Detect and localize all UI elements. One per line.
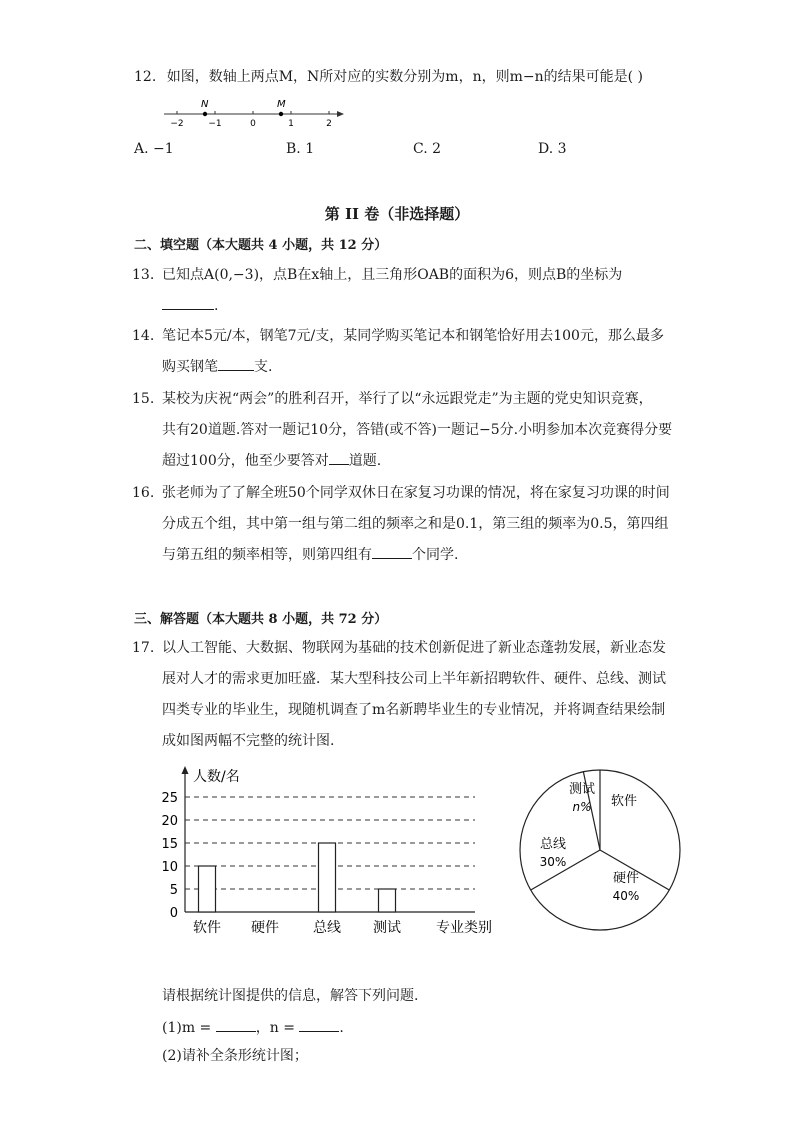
number-line	[160, 96, 350, 130]
numberline-tick-label: 1	[288, 119, 294, 129]
q15-line2: 共有20道题.答对一题记10分，答错(或不答)一题记−5分.小明参加本次竞赛得分要	[162, 422, 673, 438]
q15	[134, 384, 674, 477]
q16	[134, 478, 674, 571]
numberline-tick-label: 2	[326, 119, 332, 129]
x-tick-label: 硬件	[251, 920, 279, 936]
q13-blank[interactable]	[162, 293, 214, 310]
q13	[134, 260, 674, 322]
pie-slice-value: 30%	[539, 855, 567, 869]
section-fill-heading: 二、填空题（本大题共 4 小题，共 12 分）	[134, 238, 388, 253]
q16-blank[interactable]	[372, 542, 412, 559]
numberline-tick-label: 0	[250, 119, 256, 129]
pie-slice-label: 测试	[568, 782, 596, 797]
q17-blank-n[interactable]	[299, 1015, 339, 1032]
q12-option-c: C. 2	[413, 141, 442, 157]
pie-slice-label: 软件	[610, 794, 638, 809]
y-tick-label: 25	[161, 791, 178, 806]
q15-number: 15.	[132, 391, 155, 407]
q17-blank-m[interactable]	[216, 1015, 256, 1032]
q12-number: 12.	[134, 69, 157, 85]
q17-sub1: (1)m = ，n = .	[162, 1015, 344, 1037]
numberline-tick-label: −2	[170, 119, 184, 129]
q16-number: 16.	[132, 485, 155, 501]
q12-stem	[134, 66, 643, 86]
y-tick-label: 5	[169, 883, 178, 898]
bar	[199, 866, 216, 912]
q13-line2: .	[162, 291, 674, 322]
y-tick-label: 10	[161, 860, 178, 875]
q12-text: 如图，数轴上两点M，N所对应的实数分别为m，n，则m−n的结果可能是( )	[166, 69, 643, 85]
bar-chart	[155, 762, 505, 942]
y-axis-arrow	[182, 766, 189, 774]
q16-line2: 分成五个组，其中第一组与第二组的频率之和是0.1，第三组的频率为0.5，第四组	[162, 516, 669, 532]
y-axis-label: 人数/名	[193, 769, 240, 785]
q16-line1: 张老师为了了解全班50个同学双休日在家复习功课的情况，将在家复习功课的时间	[162, 485, 670, 501]
q17-line1: 以人工智能、大数据、物联网为基础的技术创新促进了新业态蓬勃发展，新业态发	[162, 640, 666, 656]
q13-number: 13.	[132, 267, 155, 283]
q17-instructions: 请根据统计图提供的信息，解答下列问题.	[162, 988, 419, 1004]
y-tick-label: 15	[161, 837, 178, 852]
q16-line3: 与第五组的频率相等，则第四组有 个同学.	[162, 540, 674, 571]
q13-line1: 已知点A(0,−3)，点B在x轴上，且三角形OAB的面积为6，则点B的坐标为	[162, 267, 623, 283]
part2-title: 第 II 卷（非选择题）	[324, 205, 470, 223]
q17-number: 17.	[132, 640, 155, 656]
x-tick-label: 软件	[193, 920, 221, 936]
q14-line1: 笔记本5元/本，钢笔7元/支，某同学购买笔记本和钢笔恰好用去100元，那么最多	[162, 328, 664, 344]
q14-blank[interactable]	[218, 354, 254, 371]
y-tick-label: 0	[169, 906, 178, 921]
q17-line2: 展对人才的需求更加旺盛．某大型科技公司上半年新招聘软件、硬件、总线、测试	[162, 671, 666, 687]
q12-option-a: A. −1	[134, 141, 174, 157]
q15-line1: 某校为庆祝“两会”的胜利召开，举行了以“永远跟党走”为主题的党史知识竞赛，	[162, 391, 653, 407]
q17	[134, 633, 674, 757]
q15-blank[interactable]	[329, 448, 349, 465]
pie-chart	[514, 768, 690, 934]
x-axis-label: 专业类别	[436, 920, 492, 936]
x-tick-label: 测试	[373, 920, 401, 936]
q14-line2: 购买钢笔 支.	[162, 352, 674, 383]
q17-line3: 四类专业的毕业生，现随机调查了m名新聘毕业生的专业情况，并将调查结果绘制	[162, 702, 666, 718]
q12-option-d: D. 3	[538, 141, 567, 157]
numberline-tick-label: −1	[208, 119, 222, 129]
point-m-label: M	[277, 99, 286, 110]
q17-sub2: (2)请补全条形统计图；	[162, 1048, 308, 1064]
point-n-label: N	[201, 99, 209, 110]
point-m	[279, 112, 283, 116]
y-tick-label: 20	[161, 814, 178, 829]
x-tick-label: 总线	[313, 920, 341, 936]
q12-option-b: B. 1	[286, 141, 315, 157]
pie-slice-value: n%	[572, 800, 592, 814]
q14	[134, 321, 674, 383]
pie-slice-value: 40%	[612, 889, 640, 903]
point-n	[203, 112, 207, 116]
q15-line3: 超过100分，他至少要答对 道题.	[162, 446, 674, 477]
bar	[319, 843, 336, 912]
pie-slice-label: 硬件	[612, 871, 640, 886]
pie-slice-label: 总线	[539, 837, 567, 852]
q14-number: 14.	[132, 328, 155, 344]
q17-line4: 成如图两幅不完整的统计图.	[162, 733, 335, 749]
bar	[379, 889, 396, 912]
section-answer-heading: 三、解答题（本大题共 8 小题，共 72 分）	[134, 612, 388, 627]
